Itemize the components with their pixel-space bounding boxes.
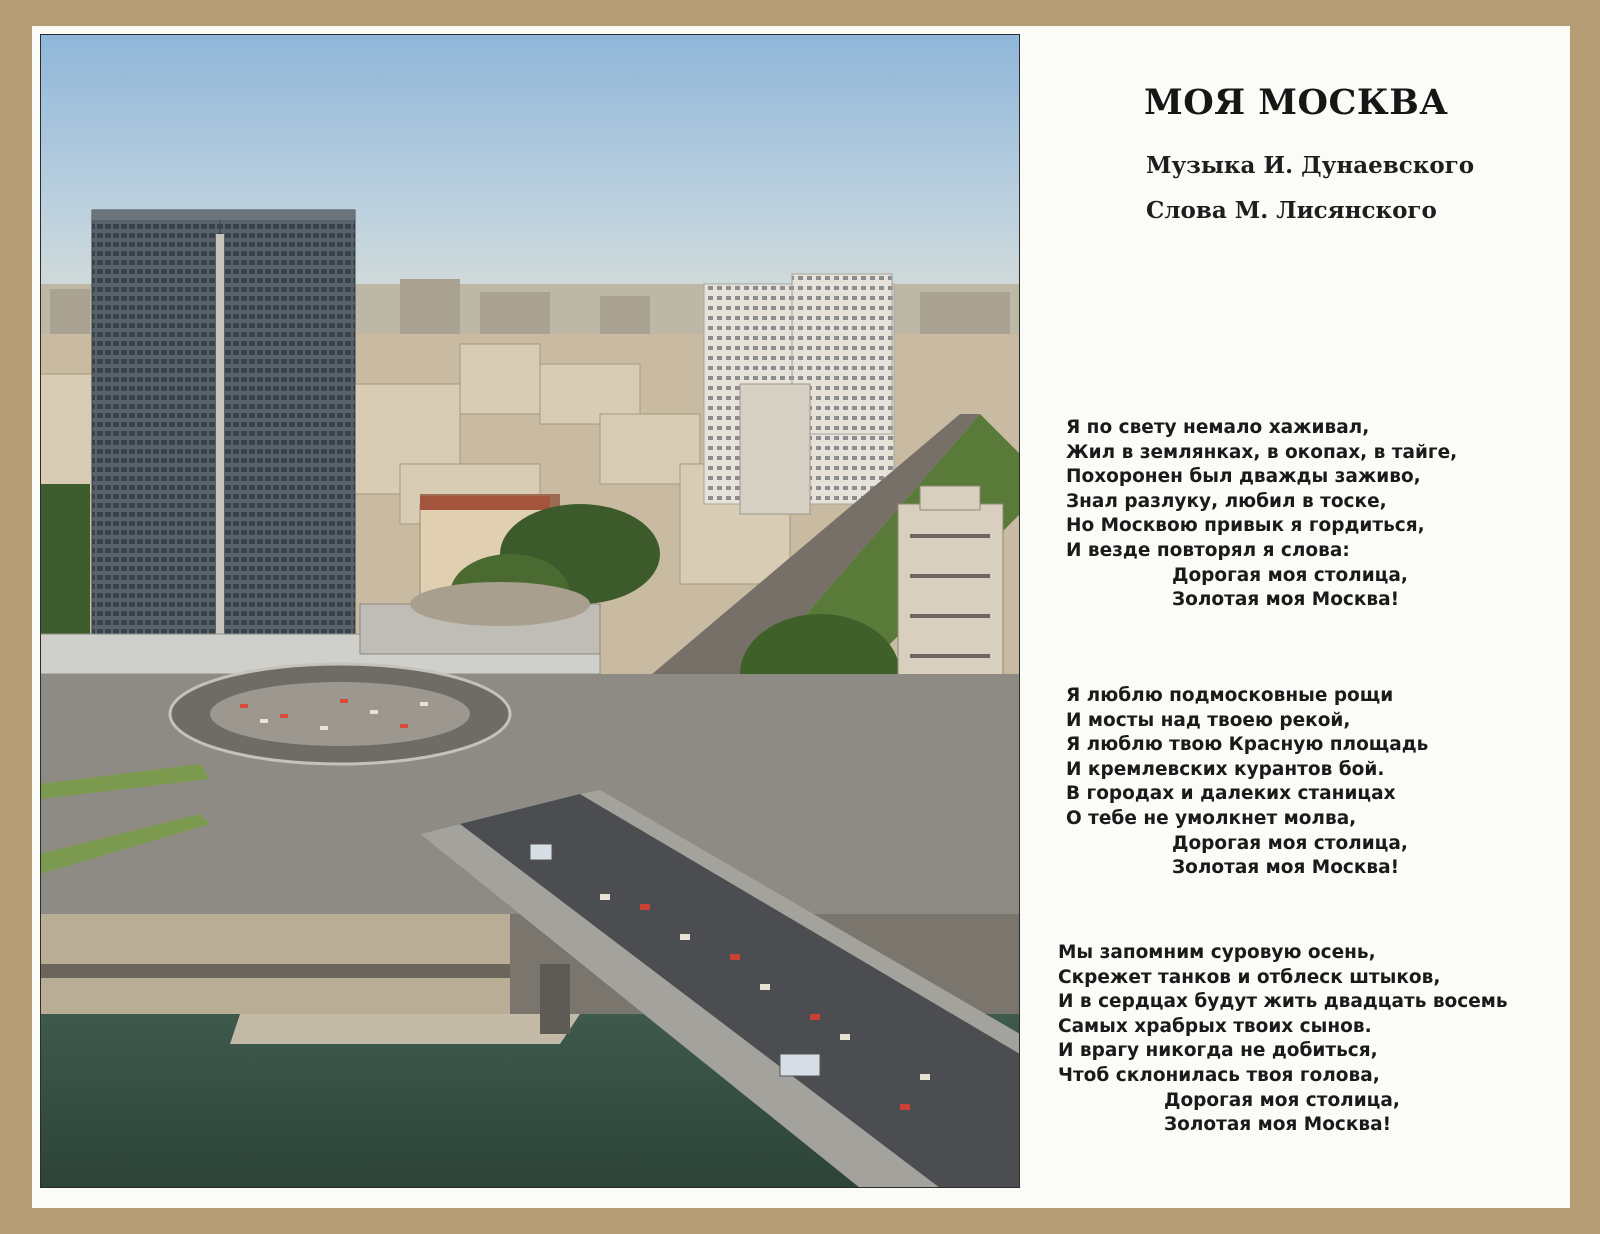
lyric-line: Скрежет танков и отблеск штыков, xyxy=(1058,966,1441,988)
lyric-line: И кремлевских курантов бой. xyxy=(1066,758,1385,780)
lyric-line: Я по свету немало хаживал, xyxy=(1066,417,1370,438)
lyric-line: Похоронен был дважды заживо, xyxy=(1066,466,1421,488)
lyric-line: Я люблю твою Красную площадь xyxy=(1066,734,1429,756)
lyric-line: Мы запомним суровую осень, xyxy=(1058,942,1376,963)
refrain-line: Дорогая моя столица, xyxy=(1164,1089,1400,1111)
lyric-line: В городах и далеких станицах xyxy=(1066,783,1396,805)
lyric-line: Самых храбрых твоих сынов. xyxy=(1058,1015,1372,1037)
stanza-3 xyxy=(1058,941,1508,1138)
tower-building xyxy=(92,210,355,654)
lyric-line: Знал разлуку, любил в тоске, xyxy=(1066,490,1387,512)
lyric-line: Жил в землянках, в окопах, в тайге, xyxy=(1066,441,1458,463)
lyric-line: И мосты над твоею рекой, xyxy=(1066,709,1351,731)
stanza-2 xyxy=(1066,684,1428,881)
refrain-line: Золотая моя Москва! xyxy=(1172,857,1400,879)
stanza-1 xyxy=(1066,416,1457,613)
refrain-line: Дорогая моя столица, xyxy=(1172,564,1408,586)
lyric-line: И в сердцах будут жить двадцать восемь xyxy=(1058,991,1508,1013)
lyric-line: И врагу никогда не добиться, xyxy=(1058,1040,1378,1062)
music-credit: Музыка И. Дунаевского xyxy=(1146,152,1475,179)
refrain-line: Золотая моя Москва! xyxy=(1164,1114,1392,1136)
lyric-line: И везде повторял я слова: xyxy=(1066,539,1350,561)
lyric-line: Но Москвою привык я гордиться, xyxy=(1066,515,1425,537)
lyric-line: О тебе не умолкнет молва, xyxy=(1066,807,1357,829)
lyric-line: Чтоб склонилась твоя голова, xyxy=(1058,1064,1380,1086)
moscow-aerial-photo xyxy=(40,34,1020,1188)
lyric-line: Я люблю подмосковные рощи xyxy=(1066,685,1394,706)
refrain-line: Золотая моя Москва! xyxy=(1172,589,1400,611)
refrain-line: Дорогая моя столица, xyxy=(1172,832,1408,854)
song-title: МОЯ МОСКВА xyxy=(1144,82,1449,123)
lyrics-credit: Слова М. Лисянского xyxy=(1146,197,1437,224)
